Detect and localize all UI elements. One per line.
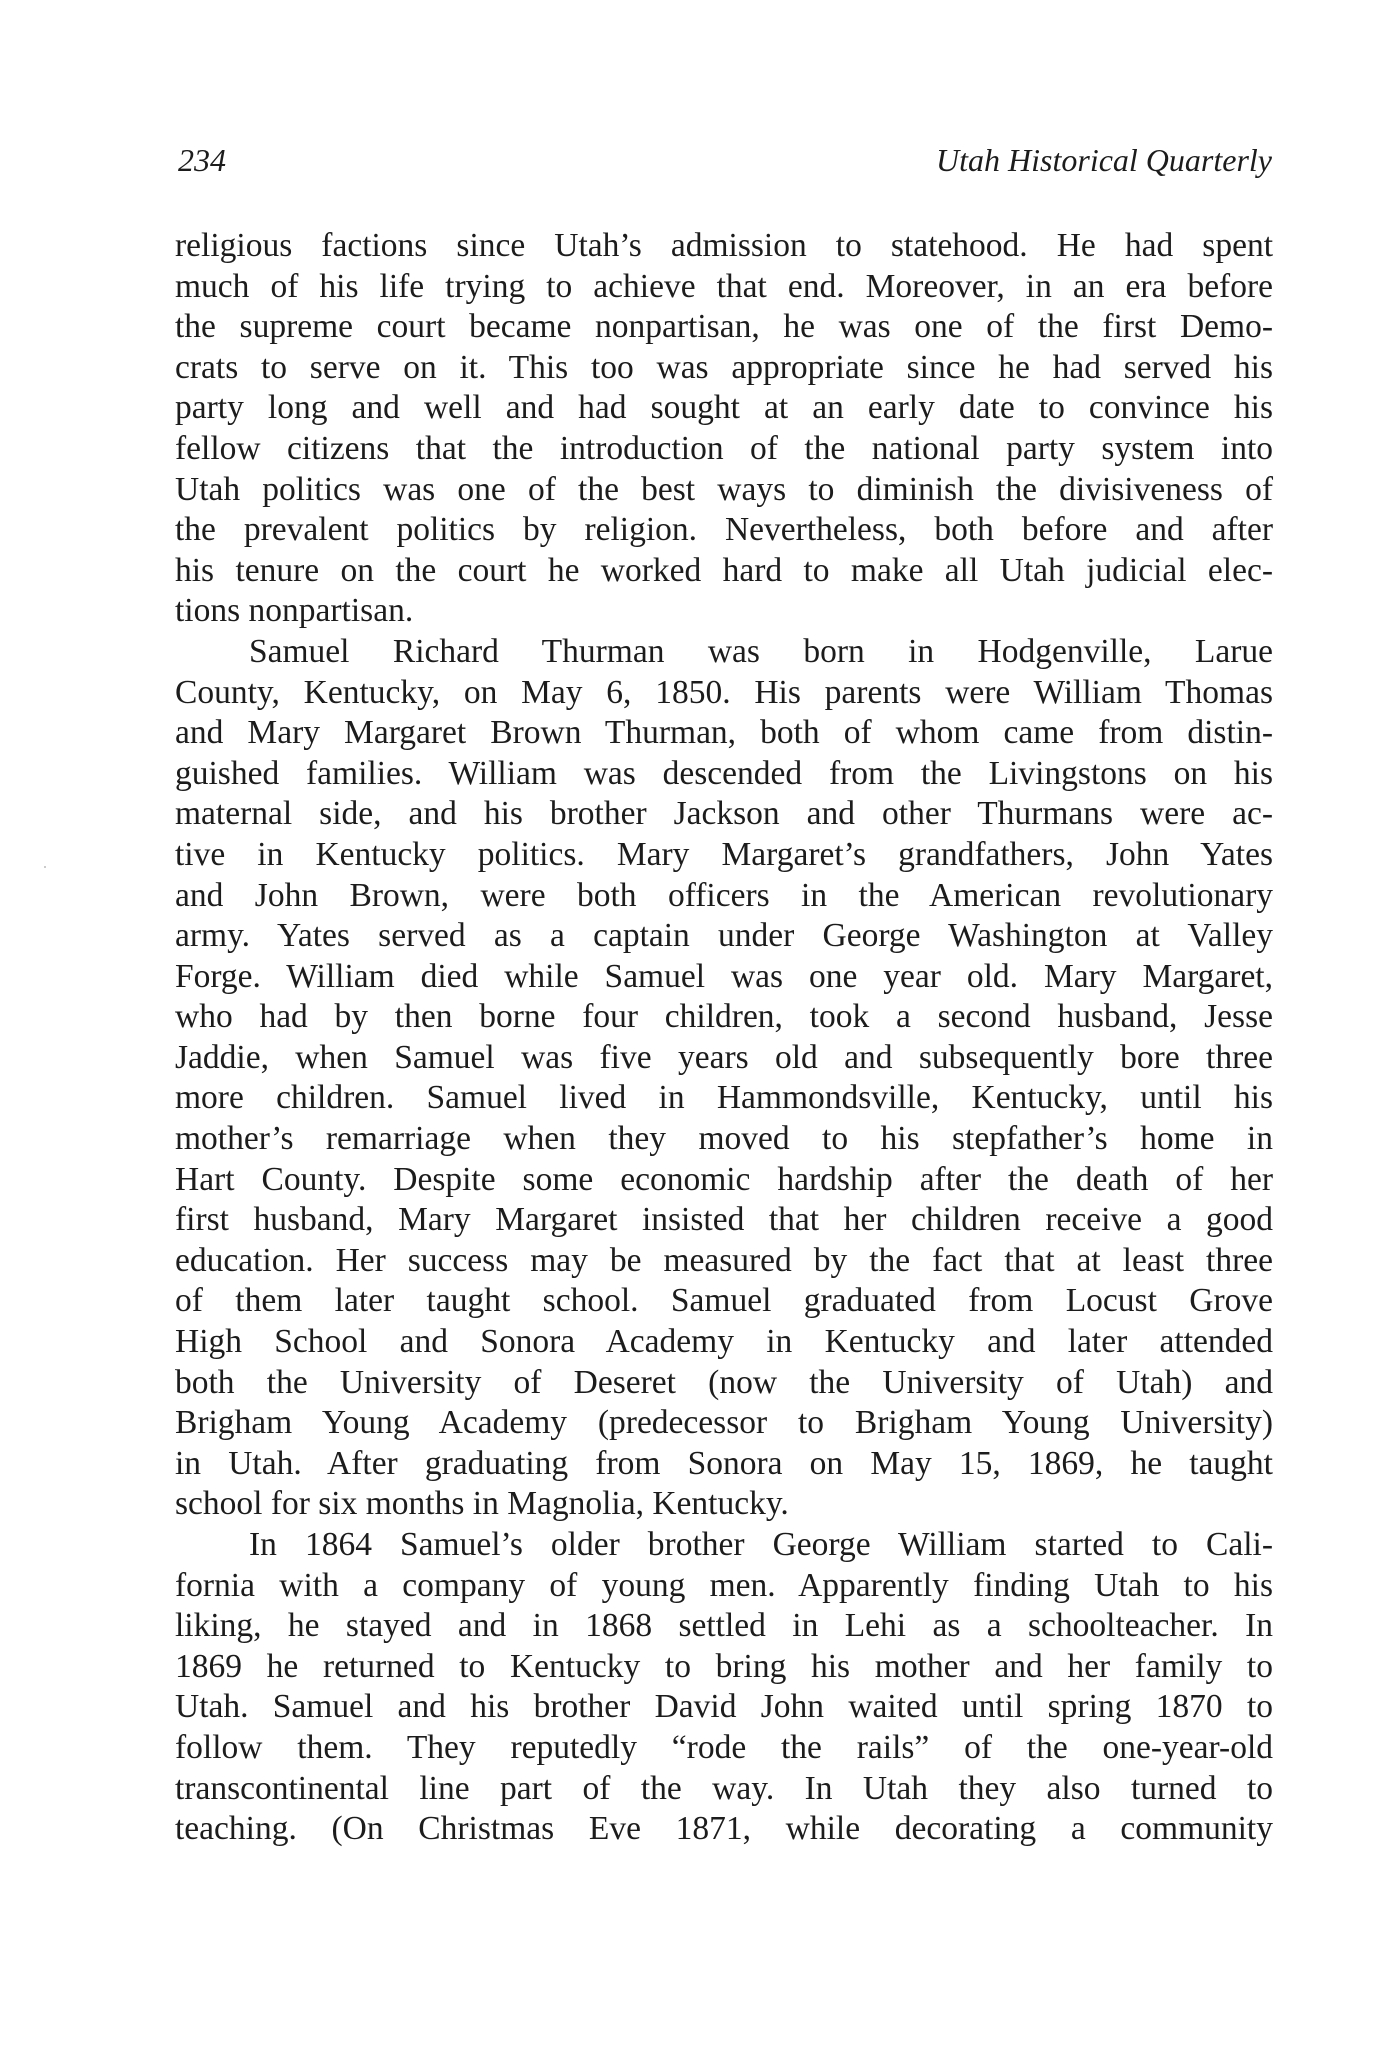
text-line: much of his life trying to achieve that end. Moreover, in an era before: [175, 267, 1273, 305]
text-line: who had by then borne four children, took a second husband, Jesse: [175, 998, 1273, 1036]
text-line: of them later taught school. Samuel graduated from Locust Grove: [175, 1282, 1273, 1320]
text-line: County, Kentucky, on May 6, 1850. His parents were William Thomas: [175, 673, 1273, 711]
text-line: fornia with a company of young men. Apparently finding Utah to his: [175, 1566, 1273, 1604]
page-header: [178, 140, 1272, 184]
text-line: first husband, Mary Margaret insisted that her children receive a good: [175, 1201, 1273, 1239]
text-line: crats to serve on it. This too was appropriate since he had served his: [175, 348, 1273, 386]
text-line: Utah politics was one of the best ways to diminish the divisiveness of: [175, 470, 1273, 508]
text-line: Samuel Richard Thurman was born in Hodgenville, Larue: [249, 632, 1273, 670]
paragraph: [175, 226, 1273, 632]
text-line: tive in Kentucky politics. Mary Margaret’s grandfathers, John Yates: [175, 835, 1273, 873]
text-line: tions nonpartisan.: [175, 592, 414, 630]
text-line: maternal side, and his brother Jackson and other Thurmans were ac-: [175, 795, 1273, 833]
text-line: party long and well and had sought at an early date to convince his: [175, 389, 1273, 427]
text-line: Jaddie, when Samuel was five years old and subsequently bore three: [175, 1038, 1273, 1076]
running-head: Utah Historical Quarterly: [936, 142, 1272, 178]
text-line: and Mary Margaret Brown Thurman, both of whom came from distin-: [175, 714, 1273, 752]
text-line: mother’s remarriage when they moved to his stepfather’s home in: [175, 1120, 1273, 1158]
body-text: [175, 226, 1273, 1850]
text-line: fellow citizens that the introduction of the national party system into: [175, 429, 1273, 467]
text-line: Brigham Young Academy (predecessor to Brigham Young University): [175, 1404, 1273, 1442]
text-line: his tenure on the court he worked hard to make all Utah judicial elec-: [175, 551, 1273, 589]
text-line: liking, he stayed and in 1868 settled in Lehi as a schoolteacher. In: [175, 1607, 1273, 1645]
text-line: Hart County. Despite some economic hardship after the death of her: [175, 1160, 1273, 1198]
text-line: more children. Samuel lived in Hammondsville, Kentucky, until his: [175, 1079, 1273, 1117]
paragraph: [175, 1525, 1273, 1850]
text-line: teaching. (On Christmas Eve 1871, while decorating a community: [175, 1810, 1273, 1848]
paragraph: [175, 632, 1273, 1525]
text-line: education. Her success may be measured by the fact that at least three: [175, 1241, 1273, 1279]
text-line: and John Brown, were both officers in the American revolutionary: [175, 876, 1273, 914]
text-line: religious factions since Utah’s admission to statehood. He had spent: [175, 227, 1273, 264]
text-line: army. Yates served as a captain under George Washington at Valley: [175, 917, 1273, 955]
text-line: the prevalent politics by religion. Nevertheless, both before and after: [175, 511, 1273, 549]
text-line: High School and Sonora Academy in Kentucky and later attended: [175, 1323, 1273, 1361]
text-line: both the University of Deseret (now the University of Utah) and: [175, 1363, 1273, 1401]
text-line: Forge. William died while Samuel was one year old. Mary Margaret,: [175, 957, 1273, 995]
text-line: transcontinental line part of the way. In Utah they also turned to: [175, 1769, 1273, 1807]
text-line: In 1864 Samuel’s older brother George William started to Cali-: [249, 1526, 1273, 1563]
scan-speck: [44, 866, 46, 868]
page-number: 234: [178, 142, 226, 178]
text-line: guished families. William was descended from the Livingstons on his: [175, 754, 1273, 792]
text-line: the supreme court became nonpartisan, he was one of the first Demo-: [175, 308, 1273, 346]
text-line: follow them. They reputedly “rode the rails” of the one-year-old: [175, 1728, 1273, 1766]
text-line: 1869 he returned to Kentucky to bring his mother and her family to: [175, 1647, 1273, 1685]
text-line: school for six months in Magnolia, Kentucky.: [175, 1485, 789, 1523]
text-line: in Utah. After graduating from Sonora on May 15, 1869, he taught: [175, 1444, 1273, 1482]
text-line: Utah. Samuel and his brother David John waited until spring 1870 to: [175, 1688, 1273, 1726]
